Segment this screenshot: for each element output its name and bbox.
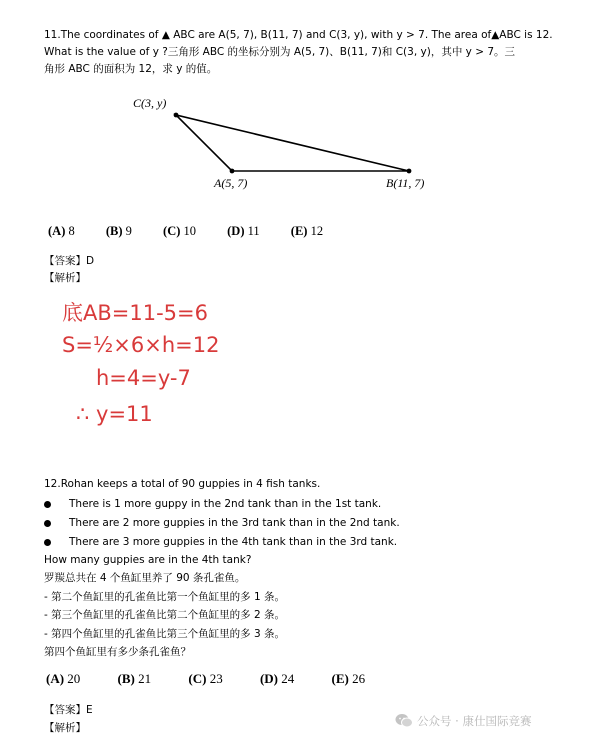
q12-cn-line-1: 罗羰总共在 4 个鱼缸里养了 90 条孔雀鱼。 <box>44 572 246 584</box>
triangle-figure <box>0 0 602 200</box>
q11-analysis-label: 【解析】 <box>44 272 86 284</box>
q11-text-line-2: What is the value of y ?三角形 ABC 的坐标分别为 A(5, 7)、B(11, 7)和 C(3, y)，其中 y > 7。三 <box>44 46 516 58</box>
handwriting-line-3: h=4=y-7 <box>96 366 191 390</box>
q12-cn-line-5: 第四个鱼缸里有多少条孔雀鱼？ <box>44 646 191 658</box>
q11-choice-e: (E) 12 <box>290 224 324 238</box>
bullet-icon <box>44 520 51 527</box>
q12-analysis-label: 【解析】 <box>44 722 86 734</box>
q11-text-line-3: 角形 ABC 的面积为 12，求 y 的值。 <box>44 63 218 75</box>
q12-bullet-2: There are 2 more guppies in the 3rd tank than in the 2nd tank. <box>44 516 400 530</box>
q12-choice-a: (A) 20 <box>46 671 81 686</box>
q11-text-line-1: 11.The coordinates of ▲ ABC are A(5, 7), B(11, 7) and C(3, y), with y > 7. The area of▲ABC is 12. <box>44 29 553 41</box>
q11-choice-b: (B) 9 <box>105 224 132 238</box>
bullet-icon <box>44 501 51 508</box>
q11-answer: 【答案】D <box>44 255 95 267</box>
q12-cn-line-2: - 第二个鱼缸里的孔雀鱼比第一个鱼缸里的多 1 条。 <box>44 591 285 603</box>
watermark-text: 公众号 · 康仕国际竞赛 <box>417 714 532 728</box>
vertex-b-label: B(11, 7) <box>386 176 425 190</box>
handwritten-solution <box>0 290 602 440</box>
bullet-icon <box>44 539 51 546</box>
vertex-b-dot <box>407 169 412 174</box>
handwriting-line-2: S=½×6×h=12 <box>62 333 220 357</box>
q12-choice-e: (E) 26 <box>331 671 366 686</box>
vertex-a-label: A(5, 7) <box>214 176 248 190</box>
q12-bullet-3: There are 3 more guppies in the 4th tank than in the 3rd tank. <box>44 535 397 549</box>
q11-choices <box>48 224 351 239</box>
q12-intro: 12.Rohan keeps a total of 90 guppies in 4 fish tanks. <box>44 478 321 490</box>
q12-choice-b: (B) 21 <box>117 671 152 686</box>
q12-choice-c: (C) 23 <box>188 671 223 686</box>
q12-bullet-1: There is 1 more guppy in the 2nd tank than in the 1st tank. <box>44 497 381 511</box>
handwriting-line-4: ∴ y=11 <box>76 402 153 426</box>
q12-answer: 【答案】E <box>44 704 93 716</box>
q11-choice-a: (A) 8 <box>48 224 75 238</box>
watermark <box>395 713 531 729</box>
vertex-a-dot <box>230 169 235 174</box>
handwriting-line-1: 底AB=11-5=6 <box>62 301 208 325</box>
q12-question-en: How many guppies are in the 4th tank? <box>44 554 252 566</box>
q11-choice-c: (C) 10 <box>163 224 197 238</box>
q12-cn-line-4: - 第四个鱼缸里的孔雀鱼比第三个鱼缸里的多 3 条。 <box>44 628 285 640</box>
wechat-icon <box>395 713 413 728</box>
q12-choice-d: (D) 24 <box>259 671 295 686</box>
q11-choice-d: (D) 11 <box>227 224 260 238</box>
q12-choices <box>46 671 399 687</box>
vertex-c-dot <box>174 113 179 118</box>
vertex-c-label: C(3, y) <box>133 96 167 110</box>
q12-cn-line-3: - 第三个鱼缸里的孔雀鱼比第二个鱼缸里的多 2 条。 <box>44 609 285 621</box>
triangle-abc <box>176 115 409 171</box>
